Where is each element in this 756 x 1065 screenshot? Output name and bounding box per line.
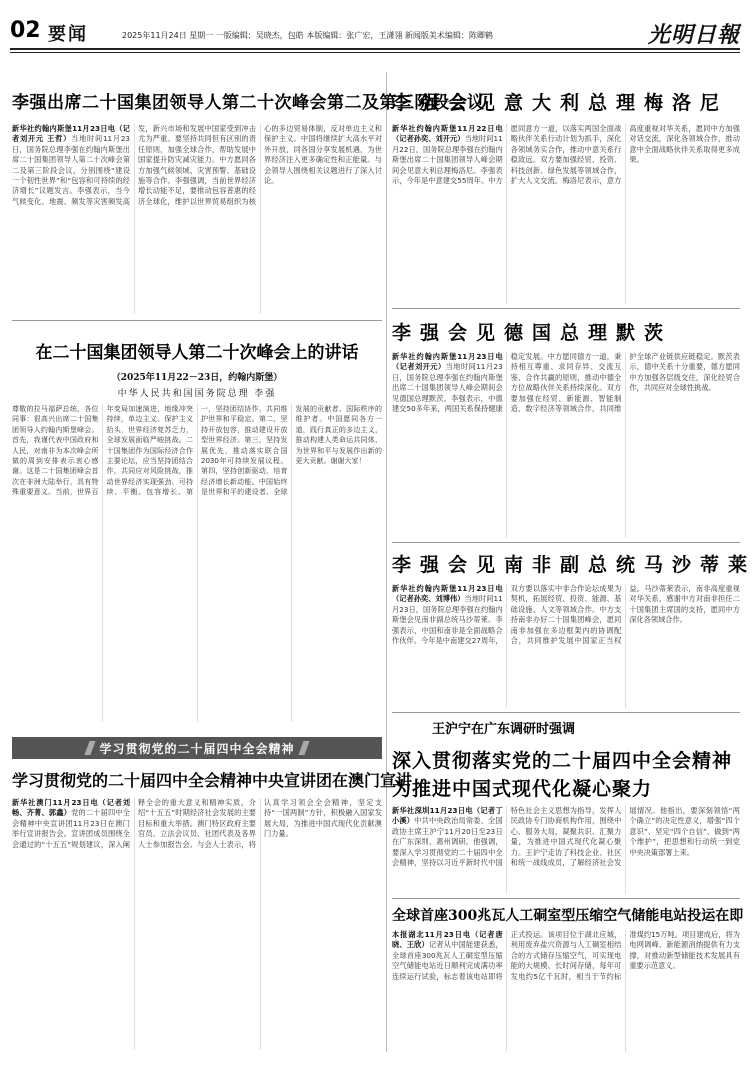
article-lead: 新华社约翰内斯堡11月23日电（记者刘开元） (392, 352, 503, 372)
masthead (10, 18, 740, 46)
divider (392, 542, 740, 543)
article-body-storage (392, 930, 740, 1052)
article-headline-italy: 李强会见意大利总理梅洛尼 (392, 92, 729, 114)
article-kicker-wang: 王沪宁在广东调研时强调 (432, 722, 576, 737)
divider (392, 308, 740, 309)
edition-info: 2025年11月24日 星期一 一版编辑：吴晓杰，包皓 本版编辑：张广宏，王潇翎 新闻版美术编辑：陈卿鹤 (122, 31, 493, 40)
article-text: 中共中央政治局常委、全国政协主席王沪宁11月20日至23日在广东深圳、惠州调研。他强调，要深入学习贯彻党的二十届四中全会精神，坚持以习近平新时代中国特色社会主义思想为指导，发挥人民政协专门协商机构作用，围绕中心、服务大局，凝聚共识、汇聚力量，为推进中国式现代化凝心聚力。王沪宁走访了科技企业、社区和统一战线成员，了解经济社会发展情况。他指出，要深刻领悟“两个确立”的决定性意义，增强“四个意识”、坚定“四个自信”、做到“两个维护”，把思想和行动统一到党中央决策部署上来。 (392, 806, 740, 868)
speech-body (12, 404, 382, 722)
article-body-summit-sessions (12, 124, 382, 314)
article-lead: 新华社约翰内斯堡11月23日电（记者孙奕、刘博伟） (392, 584, 503, 604)
newspaper-logo: 光明日報 (647, 22, 740, 48)
article-body-wang (392, 806, 740, 894)
article-headline-macau: 学习贯彻党的二十届四中全会精神中央宣讲团在澳门宣讲 (12, 771, 413, 790)
divider (392, 898, 740, 899)
column-divider (386, 72, 387, 1052)
topic-banner (12, 737, 382, 759)
speech-text: 尊敬的拉马福萨总统，各位同事：很高兴出席二十国集团领导人约翰内斯堡峰会。首先，我谨代表中国政府和人民，对南非为本次峰会所做的周到安排表示衷心感谢。这是二十国集团峰会首次在非洲大陆举行，具有特殊重要意义。当前，世界百年变局加速演进，地缘冲突持续，单边主义、保护主义抬头，世界经济复苏乏力，全球发展面临严峻挑战。二十国集团作为国际经济合作主要论坛，应当坚持团结合作，共同应对风险挑战，推动世界经济实现强劲、可持续、平衡、包容增长。第一，坚持团结协作，共同维护世界和平稳定。第二，坚持开放包容，推动建设开放型世界经济。第三，坚持发展优先，推动落实联合国2030年可持续发展议程。第四，坚持创新驱动，培育经济增长新动能。中国始终是世界和平的建设者、全球发展的贡献者、国际秩序的维护者。中国愿同各方一道，践行真正的多边主义，推动构建人类命运共同体，为世界和平与发展作出新的更大贡献。谢谢大家！ (12, 405, 382, 497)
article-text: 记者从中国能建获悉，全球首座300兆瓦人工硐室型压缩空气储能电站近日顺利完成满功率连续运行试验，标志着该电站即将正式投运。该项目位于湖北应城，利用废弃盐穴资源与人工硐室相结合的方式储存压缩空气，可实现电能的大规模、长时间存储，每年可发电约5亿千瓦时，相当于节约标准煤约15万吨。项目建成后，将为电网调峰、新能源消纳提供有力支撑，对推动新型储能技术发展具有重要示范意义。 (392, 930, 740, 981)
section-name: 要闻 (48, 24, 88, 45)
article-lead: 新华社澳门11月23日电（记者刘畅、齐菁、郭鑫） (12, 798, 130, 818)
speech-author: 中华人民共和国国务院总理 李强 (117, 389, 277, 399)
article-body-italy (392, 124, 740, 304)
banner-stripe-icon (85, 741, 96, 755)
article-body-south-africa (392, 584, 740, 708)
header-rule-thin (10, 52, 740, 53)
article-lead: 新华社约翰内斯堡11月22日电（记者孙奕、刘开元） (392, 124, 503, 144)
banner-stripe-icon (298, 741, 309, 755)
article-lead: 本报湖北11月23日电（记者唐晓、王欣） (392, 930, 503, 950)
banner-text: 学习贯彻党的二十届四中全会精神 (99, 741, 295, 756)
article-headline-wang-line1: 深入贯彻落实党的二十届四中全会精神 (392, 750, 733, 772)
article-headline-south-africa: 李强会见南非副总统马沙蒂莱 (392, 554, 756, 576)
divider (392, 712, 740, 713)
article-body-macau (12, 798, 382, 1050)
article-headline-summit-sessions: 李强出席二十国集团领导人第二十次峰会第二及第三阶段会议 (12, 93, 485, 113)
article-text: 当地时间11月23日，国务院总理李强在约翰内斯堡会见南非副总统马沙蒂莱。李强表示，中国和南非是全面战略合作伙伴。今年是中南建交27周年，双方要以落实中非合作论坛成果为契机，拓展经贸、投资、能源、基础设施、人文等领域合作。中方支持南非办好二十国集团峰会，愿同南非加强在多边框架内的协调配合，共同维护发展中国家正当权益。马沙蒂莱表示，南非高度重视对华关系，感谢中方对南非担任二十国集团主席国的支持，愿同中方深化各领域合作。 (392, 584, 740, 646)
article-lead: 新华社深圳11月23日电（记者丁小溪） (392, 806, 503, 826)
divider (12, 320, 382, 321)
article-text: 当地时间11月22日，国务院总理李强在约翰内斯堡出席二十国集团领导人峰会期间会见意大利总理梅洛尼。李强表示，今年是中意建交55周年。中方愿同意方一道，以落实两国全面战略伙伴关系行动计划为抓手，深化各领域务实合作，推动中意关系行稳致远。双方要加强经贸、投资、科技创新、绿色发展等领域合作，扩大人文交流。梅洛尼表示，意方高度重视对华关系，愿同中方加强对话交流，深化各领域合作，推动意中全面战略伙伴关系取得更多成果。 (392, 124, 740, 186)
article-text: 当地时间11月23日，国务院总理李强在约翰内斯堡出席二十国集团领导人峰会期间会见德国总理默茨。李强表示，中德建交50多年来，两国关系保持健康稳定发展。中方愿同德方一道，秉持相互尊重、求同存异、交流互鉴、合作共赢的原则，推动中德全方位战略伙伴关系持续深化。双方要加强在经贸、新能源、智能制造、数字经济等领域合作，共同维护全球产业链供应链稳定。默茨表示，德中关系十分重要，德方愿同中方加强各层级交往，深化经贸合作，共同应对全球性挑战。 (392, 352, 740, 414)
article-text: 党的二十届四中全会精神中央宣讲团11月23日在澳门举行宣讲报告会。宣讲团成员围绕全会通过的“十五五”规划建议，深入阐释全会的重大意义和精神实质，介绍“十五五”时期经济社会发展的主要目标和重大举措。澳门特区政府主要官员、立法会议员、社团代表及各界人士参加报告会。与会人士表示，将认真学习领会全会精神，坚定支持“一国两制”方针，积极融入国家发展大局，为推进中国式现代化贡献澳门力量。 (12, 798, 382, 849)
speech-title: 在二十国集团领导人第二十次峰会上的讲话 (35, 343, 359, 363)
article-headline-germany: 李强会见德国总理默茨 (392, 322, 673, 344)
page-number: 02 (10, 18, 41, 43)
article-headline-wang-line2: 为推进中国式现代化凝心聚力 (392, 778, 653, 800)
speech-subtitle: （2025年11月22－23日，约翰内斯堡） (111, 373, 283, 383)
article-lead: 新华社约翰内斯堡11月23日电（记者刘开元 王哲） (12, 124, 130, 144)
article-headline-storage: 全球首座300兆瓦人工硐室型压缩空气储能电站投运在即 (392, 908, 744, 924)
article-body-germany (392, 352, 740, 538)
header-rule (10, 48, 740, 50)
article-text: 当地时间11月23日，国务院总理李强在约翰内斯堡出席二十国集团领导人第二十次峰会第二及第三阶段会议，分别围绕“建设一个韧性世界”和“包容和可持续的经济增长”议题发言。李强表示，当今气候变化、地震、频发等灾害频发高发，新兴市场和发展中国家受到冲击尤为严重。要坚持共同但有区别的责任原则，加强全球合作，帮助发展中国家提升防灾减灾能力。中方愿同各方加强气候领域、灾害预警、基础设施等合作。李强强调，当前世界经济增长动能不足，要推动包容普惠的经济全球化，维护以世界贸易组织为核心的多边贸易体制，反对单边主义和保护主义。中国将继续扩大高水平对外开放，同各国分享发展机遇，为世界经济注入更多确定性和正能量。与会领导人围绕相关议题进行了深入讨论。 (12, 124, 382, 206)
